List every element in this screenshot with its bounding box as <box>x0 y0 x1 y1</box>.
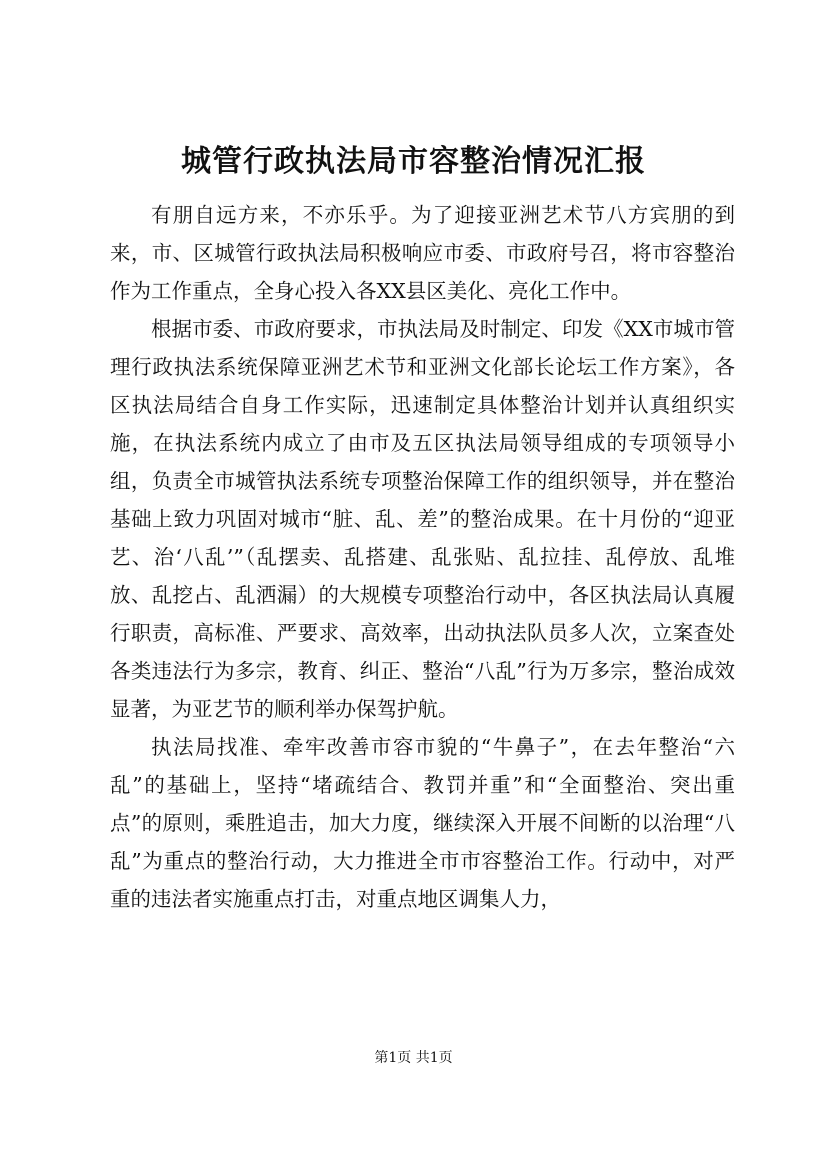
paragraph-3: 执法局找准、牵牢改善市容市貌的“牛鼻子”，在去年整治“六乱”的基础上，坚持“堵疏结合、教罚并重”和“全面整治、突出重点”的原则，乘胜追击，加大力度，继续深入开展不间断的以治理“八乱”为重点的整治行动，大力推进全市市容整治工作。行动中，对严重的违法者实施重点打击，对重点地区调集人力， <box>110 735 735 911</box>
paragraph-1: 有朋自远方来，不亦乐乎。为了迎接亚洲艺术节八方宾朋的到来，市、区城管行政执法局积极响应市委、市政府号召，将市容整治作为工作重点，全身心投入各XX县区美化、亮化工作中。 <box>110 203 735 303</box>
paragraph-2: 根据市委、市政府要求，市执法局及时制定、印发《XX市城市管理行政执法系统保障亚洲艺术节和亚洲文化部长论坛工作方案》，各区执法局结合自身工作实际，迅速制定具体整治计划并认真组织实施，在执法系统内成立了由市及五区执法局领导组成的专项领导小组，负责全市城管执法系统专项整治保障工作的组织领导，并在整治基础上致力巩固对城市“脏、乱、差”的整治成果。在十月份的“迎亚艺、治‘八乱’”（乱摆卖、乱搭建、乱张贴、乱拉挂、乱停放、乱堆放、乱挖占、乱洒漏）的大规模专项整治行动中，各区执法局认真履行职责，高标准、严要求、高效率，出动执法队员多人次，立案查处各类违法行为多宗，教育、纠正、整治“八乱”行为万多宗，整治成效显著，为亚艺节的顺利举办保驾护航。 <box>110 317 735 721</box>
document-body <box>110 196 735 918</box>
document-title: 城管行政执法局市容整治情况汇报 <box>181 144 646 179</box>
page-footer: 第1页 共1页 <box>374 1050 453 1066</box>
